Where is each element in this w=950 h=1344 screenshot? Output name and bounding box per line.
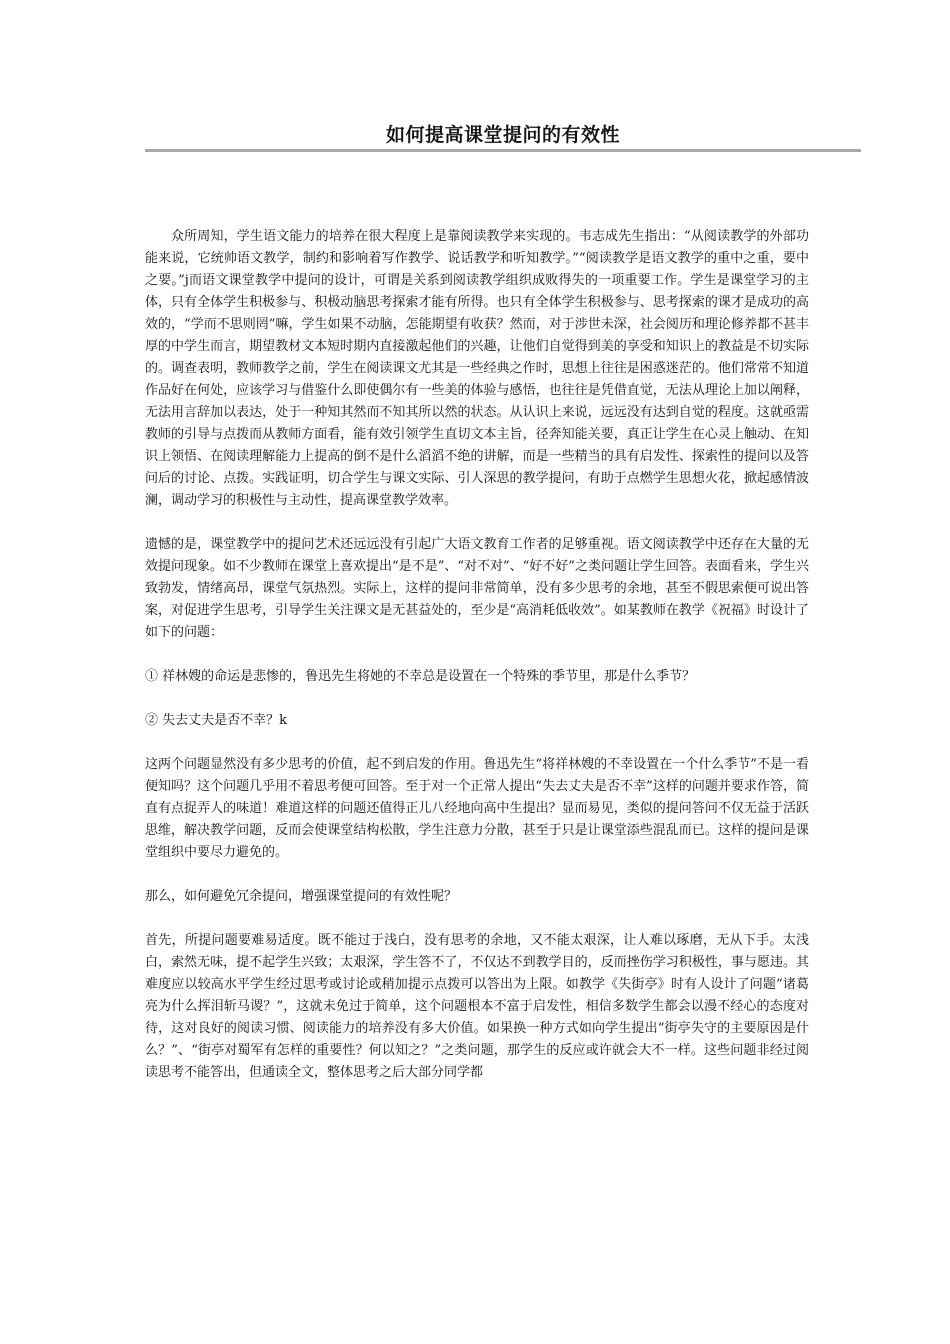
- paragraph-1: 众所周知，学生语文能力的培养在很大程度上是靠阅读教学来实现的。韦志成先生指出：“从阅读教学的外部功能来说，它统帅语文教学，制约和影响着写作教学、说话教学和听知教学。”“阅读教学是语文教学的重中之重，要中之要。”j而语文课堂教学中提问的设计，可谓是关系到阅读教学组织成败得失的一项重要工作。学生是课堂学习的主体，只有全体学生积极参与、积极动脑思考探索才能有所得。也只有全体学生积极参与、思考探索的课才是成功的高效的，“学而不思则罔”嘛，学生如果不动脑，怎能期望有收获？然而，对于涉世未深，社会阅历和理论修养都不甚丰厚的中学生而言，期望教材文本短时期内直接激起他们的兴趣，让他们自觉得到美的享受和知识上的教益是不切实际的。调查表明，教师教学之前，学生在阅读课文尤其是一些经典之作时，思想上往往是困惑迷茫的。他们常常不知道作品好在何处，应该学习与借鉴什么即使偶尔有一些美的体验与感悟，也往往是凭借直觉，无法从理论上加以阐释，无法用言辞加以表达，处于一种知其然而不知其所以然的状态。从认识上来说，远远没有达到自觉的程度。这就亟需教师的引导与点拨而从教师方面看，能有效引领学生直切文本主旨，径奔知能关要，真正让学生在心灵上触动、在知识上领悟、在阅读理解能力上提高的倒不是什么滔滔不绝的讲解，而是一些精当的具有启发性、探索性的提问以及答问后的讨论、点拨。实践证明，切合学生与课文实际、引人深思的教学提问，有助于点燃学生思想火花，掀起感情波澜，调动学习的积极性与主动性，提高课堂教学效率。: [145, 229, 809, 508]
- document-body: [145, 226, 809, 1084]
- title-underline: [145, 149, 861, 152]
- paragraph-2: 遗憾的是，课堂教学中的提问艺术还远远没有引起广大语文教育工作者的足够重视。语文阅读教学中还存在大量的无效提问现象。如不少教师在课堂上喜欢提出“是不是”、“对不对”、“好不好”之类问题让学生回答。表面看来，学生兴致勃发，情绪高昂，课堂气氛热烈。实际上，这样的提问非常简单，没有多少思考的余地，甚至不假思索便可说出答案，对促进学生思考，引导学生关注课文是无甚益处的，至少是“高消耗低收效”。如某教师在教学《祝福》时设计了如下的问题：: [145, 537, 809, 640]
- question-2: ② 失去丈夫是否不幸？k: [145, 713, 288, 728]
- question-1: ① 祥林嫂的命运是悲惨的，鲁迅先生将她的不幸总是设置在一个特殊的季节里，那是什么季节？: [145, 669, 696, 684]
- document-title: 如何提高课堂提问的有效性: [385, 124, 620, 146]
- paragraph-4: 那么，如何避免冗余提问，增强课堂提问的有效性呢？: [145, 889, 458, 904]
- paragraph-5: 首先，所提问题要难易适度。既不能过于浅白，没有思考的余地，又不能太艰深，让人难以琢磨，无从下手。太浅白，索然无味，提不起学生兴致；太艰深，学生答不了，不仅达不到教学目的，反而挫伤学习积极性，事与愿违。其难度应以较高水平学生经过思考或讨论或稍加提示点拨可以答出为上限。如教学《失街亭》时有人设计了问题“诸葛亮为什么挥泪斩马谡？”，这就未免过于简单，这个问题根本不富于启发性，相信多数学生都会以漫不经心的态度对待，这对良好的阅读习惯、阅读能力的培养没有多大价值。如果换一种方式如向学生提出“街亭失守的主要原因是什么？”、“街亭对蜀军有怎样的重要性？何以知之？”之类问题，那学生的反应或许就会大不一样。这些问题非经过阅读思考不能答出，但通读全文，整体思考之后大部分同学都: [145, 933, 809, 1080]
- paragraph-3: 这两个问题显然没有多少思考的价值，起不到启发的作用。鲁迅先生“将祥林嫂的不幸设置在一个什么季节”不是一看便知吗？这个问题几乎用不着思考便可回答。至于对一个正常人提出“失去丈夫是否不幸”这样的问题并要求作答，简直有点捉弄人的味道！难道这样的问题还值得正儿八经地向高中生提出？显而易见，类似的提问答问不仅无益于活跃思维，解决教学问题，反而会使课堂结构松散，学生注意力分散，甚至于只是让课堂添些混乱而已。这样的提问是课堂组织中要尽力避免的。: [145, 757, 809, 860]
